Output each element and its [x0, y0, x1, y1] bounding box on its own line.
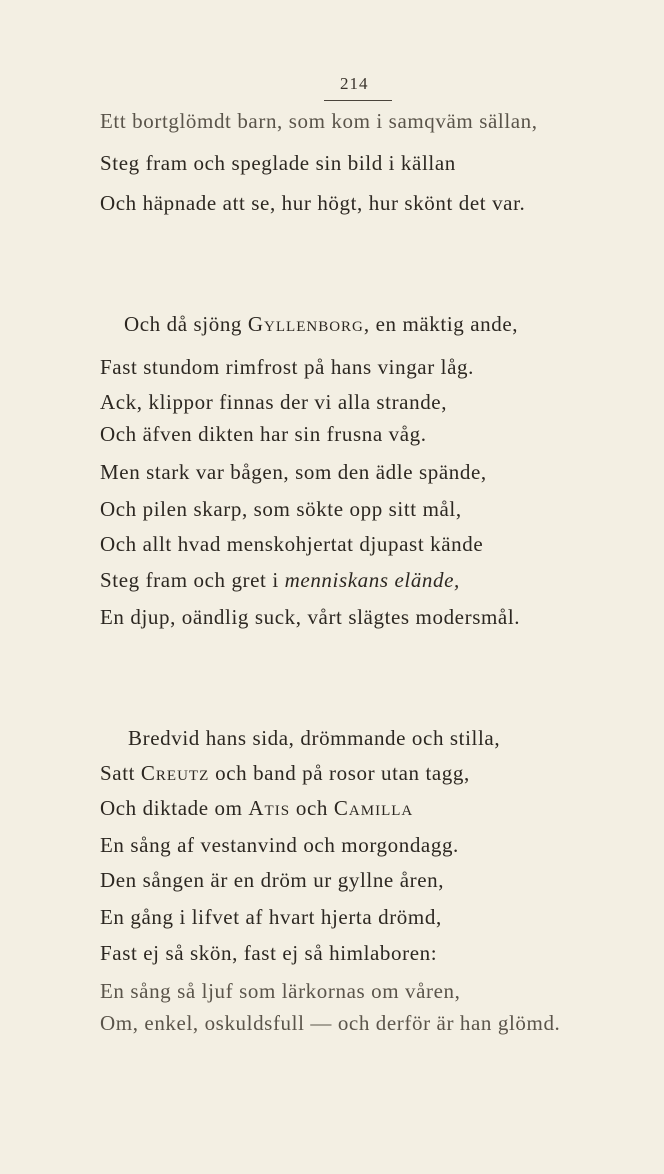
poem-line	[124, 309, 518, 339]
line-text: Ett bortglömdt barn, som kom i samqväm sällan,	[100, 109, 538, 133]
line-text: Och allt hvad menskohjertat djupast kände	[100, 532, 484, 556]
line-text: Men stark var bågen, som den ädle spände,	[100, 460, 487, 484]
line-text: Och pilen skarp, som sökte opp sitt mål,	[100, 497, 462, 521]
poem-line	[100, 865, 444, 895]
poem-line	[100, 529, 483, 559]
name-smallcaps: Gyllenborg	[247, 312, 364, 336]
name-smallcaps: Creutz	[140, 761, 210, 785]
line-text: En gång i lifvet af hvart hjerta drömd,	[100, 905, 442, 929]
page-number: 214	[340, 74, 369, 93]
poem-line	[100, 830, 459, 860]
poem-line	[100, 1008, 560, 1038]
poem-line	[100, 976, 461, 1006]
poem-line	[100, 188, 525, 218]
poem-line	[100, 758, 470, 788]
page-number-rule	[324, 100, 392, 101]
line-text: En sång så ljuf som lärkornas om våren,	[100, 979, 461, 1003]
line-text: Ack, klippor finnas der vi alla strande,	[100, 390, 448, 414]
line-text: Bredvid hans sida, drömmande och stilla,	[128, 726, 501, 750]
poem-line	[100, 494, 462, 524]
name-smallcaps: Camilla	[333, 796, 414, 820]
line-text: , en mäktig ande,	[363, 312, 519, 336]
poem-line	[100, 793, 413, 823]
line-text: Och häpnade att se, hur högt, hur skönt det var.	[100, 191, 526, 215]
poem-line	[100, 902, 442, 932]
poem-line	[100, 419, 427, 449]
line-text: En sång af vestanvind och morgondagg.	[100, 833, 459, 857]
line-text: Och diktade om	[100, 796, 249, 820]
line-text: Steg fram och speglade sin bild i källan	[100, 151, 456, 175]
line-text: Den sången är en dröm ur gyllne åren,	[100, 868, 445, 892]
line-text: och	[290, 796, 334, 820]
name-smallcaps: Atis	[248, 796, 291, 820]
poem-line	[100, 602, 520, 632]
poem-line	[100, 387, 447, 417]
line-text: och band på rosor utan tagg,	[209, 761, 470, 785]
line-text: Fast ej så skön, fast ej så himlaboren:	[100, 941, 438, 965]
line-text: Satt	[100, 761, 141, 785]
line-text: Om, enkel, oskuldsfull — och derför är han glömd.	[100, 1011, 561, 1035]
poem-line	[128, 723, 500, 753]
poem-line	[100, 148, 456, 178]
poem-line	[100, 457, 487, 487]
emphasis-italic: menniskans elände,	[284, 568, 460, 592]
poem-line	[100, 106, 538, 136]
line-text: Steg fram och gret i	[100, 568, 285, 592]
poem-line	[100, 352, 474, 382]
poem-line	[100, 565, 460, 595]
line-text: Fast stundom rimfrost på hans vingar låg.	[100, 355, 474, 379]
line-text: Och då sjöng	[124, 312, 248, 336]
line-text: En djup, oändlig suck, vårt slägtes modersmål.	[100, 605, 521, 629]
line-text: Och äfven dikten har sin frusna våg.	[100, 422, 427, 446]
poem-line	[100, 938, 437, 968]
